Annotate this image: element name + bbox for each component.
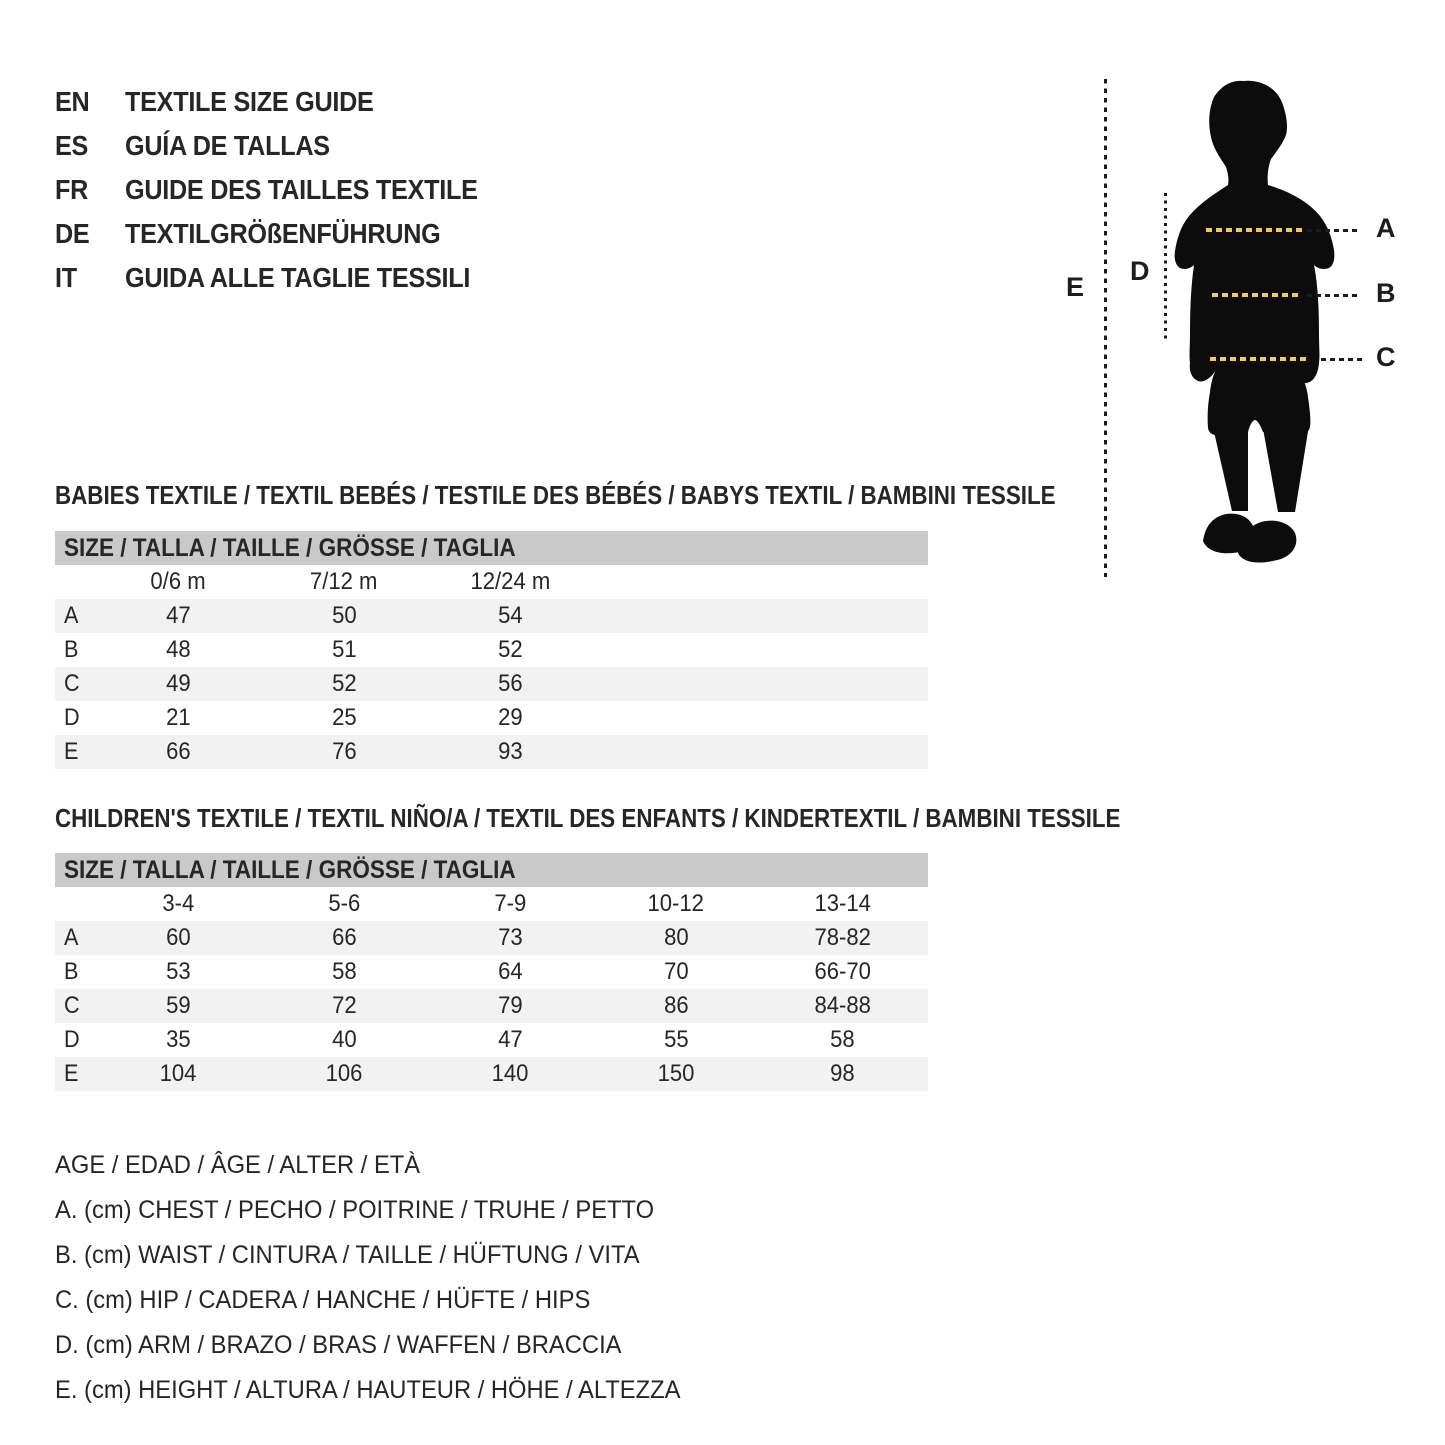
babies-col-header: 12/24 m [470,568,550,595]
children-column-header-row [55,887,928,921]
lang-row-it [55,256,517,300]
legend-line-chest: A. (cm) CHEST / PECHO / POITRINE / TRUHE / PETTO [55,1196,655,1224]
measurement-legend [55,1143,713,1413]
children-size-header-bar: SIZE / TALLA / TAILLE / GRÖSSE / TAGLIA [55,853,928,887]
lang-row-fr [55,168,517,212]
waist-dash-line [1212,293,1298,297]
row-label: E [64,1060,79,1087]
measure-label-A: A [1376,213,1396,243]
lang-row-es [55,124,517,168]
legend-line-hip: C. (cm) HIP / CADERA / HANCHE / HÜFTE / HIPS [55,1286,591,1314]
legend-line-waist: B. (cm) WAIST / CINTURA / TAILLE / HÜFTUNG / VITA [55,1241,640,1269]
children-col-header: 10-12 [647,890,705,917]
row-label: A [64,924,79,951]
children-col-header: 7-9 [494,890,526,917]
row-label: A [64,602,79,629]
child-silhouette [1150,75,1370,575]
babies-col-header: 0/6 m [150,568,206,595]
lang-code: FR [55,174,89,205]
row-label: D [64,1026,80,1053]
babies-table [55,531,928,769]
silhouette-body [1175,81,1335,435]
legend-line-height: E. (cm) HEIGHT / ALTURA / HAUTEUR / HÖHE / ALTEZZA [55,1376,681,1404]
lang-code: DE [55,218,90,249]
chest-dash-line [1206,228,1303,232]
silhouette-right-leg [1262,419,1310,512]
children-table [55,853,928,1091]
measure-label-B: B [1376,278,1396,308]
table-row: D 21 25 29 [55,701,928,735]
hip-dash-line [1210,357,1310,361]
table-row: D 35 40 47 55 58 [55,1023,928,1057]
lang-code: IT [55,262,77,293]
children-section-title: CHILDREN'S TEXTILE / TEXTIL NIÑO/A / TEXTIL DES ENFANTS / KINDERTEXTIL / BAMBINI TESSILE [55,803,1121,833]
lang-title: TEXTILE SIZE GUIDE [125,86,374,117]
legend-line-arm: D. (cm) ARM / BRAZO / BRAS / WAFFEN / BRACCIA [55,1331,622,1359]
measure-label-E: E [1066,272,1085,302]
table-row: C 59 72 79 86 84-88 [55,989,928,1023]
measure-label-D: D [1130,256,1150,286]
children-col-header: 13-14 [814,890,871,917]
table-row: C 49 52 56 [55,667,928,701]
table-row: A 47 50 54 [55,599,928,633]
hip-dash-leader [1321,358,1362,361]
lang-row-en [55,80,517,124]
children-col-header: 3-4 [162,890,194,917]
legend-line-age: AGE / EDAD / ÂGE / ALTER / ETÀ [55,1151,421,1179]
babies-column-header-row [55,565,928,599]
table-row: A 60 66 73 80 78-82 [55,921,928,955]
lang-title: TEXTILGRÖßENFÜHRUNG [125,218,441,249]
waist-dash-leader [1307,294,1361,297]
row-label: D [64,704,80,731]
chest-dash-leader [1307,229,1361,232]
lang-title: GUIDA ALLE TAGLIE TESSILI [125,262,471,293]
lang-title: GUIDE DES TAILLES TEXTILE [125,174,478,205]
table-row: B 48 51 52 [55,633,928,667]
measure-label-C: C [1376,342,1396,372]
babies-size-header-bar: SIZE / TALLA / TAILLE / GRÖSSE / TAGLIA [55,531,928,565]
row-label: B [64,958,79,985]
lang-row-de [55,212,517,256]
table-row: E 104 106 140 150 98 [55,1057,928,1091]
row-label: B [64,636,79,663]
babies-col-header: 7/12 m [310,568,378,595]
row-label: E [64,738,79,765]
children-col-header: 5-6 [328,890,360,917]
table-row: B 53 58 64 70 66-70 [55,955,928,989]
language-title-block [55,80,517,300]
babies-section-title: BABIES TEXTILE / TEXTIL BEBÉS / TESTILE DES BÉBÉS / BABYS TEXTIL / BAMBINI TESSILE [55,480,1056,510]
row-label: C [64,670,80,697]
lang-code: ES [55,130,89,161]
table-row: E 66 76 93 [55,735,928,769]
lang-title: GUÍA DE TALLAS [125,130,330,161]
silhouette-left-leg [1212,423,1248,511]
row-label: C [64,992,80,1019]
lang-code: EN [55,86,90,117]
